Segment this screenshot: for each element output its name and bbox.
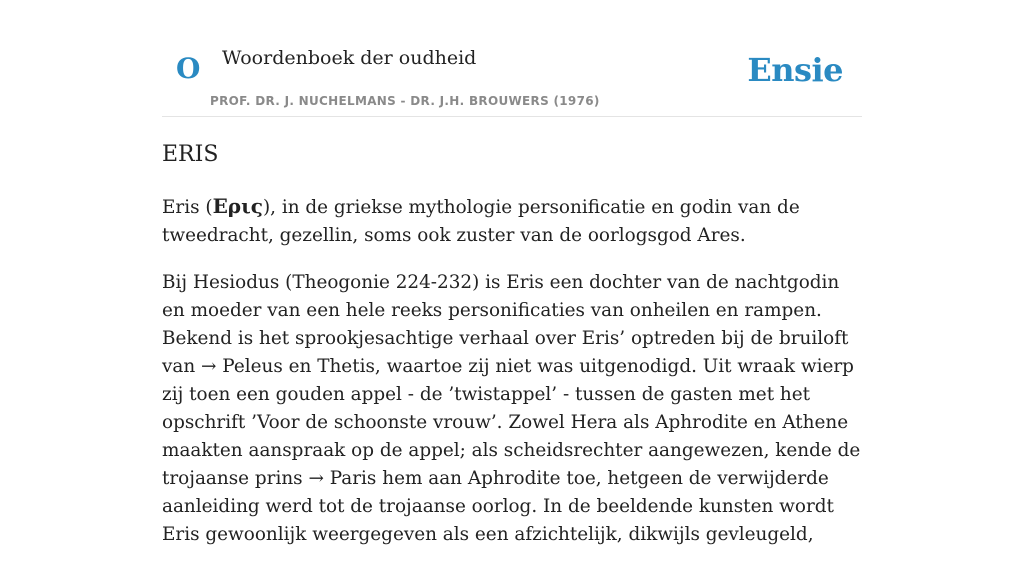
paragraph-main xyxy=(162,269,862,549)
intro-text-start: Eris ( xyxy=(162,197,213,218)
book-authors: PROF. DR. J. NUCHELMANS - DR. J.H. BROUWERS (1976) xyxy=(210,94,600,108)
paragraph-intro xyxy=(162,192,862,250)
book-header xyxy=(162,0,862,117)
ensie-logo-link[interactable]: Ensie xyxy=(747,51,843,89)
book-letter-icon[interactable]: O xyxy=(176,52,201,85)
page xyxy=(162,0,862,545)
book-title-link[interactable]: Woordenboek der oudheid xyxy=(222,47,477,69)
main-text-2: , waartoe zij niet was uitgenodigd. Uit wraak wierp zij toen een gouden appel - de ’twistappel’ - tussen de gasten met het opschrift ’Voor de schoonste vrouw’. Zowel Hera als Aphrodite en Athene maakten aanspraak op de appel; als scheidsrechter aangewezen, kende de trojaanse prins xyxy=(162,356,861,489)
link-peleus-en-thetis[interactable]: → Peleus en Thetis xyxy=(201,356,375,377)
main-text-1: Bij Hesiodus (Theogonie 224-232) is Eris een dochter van de nachtgodin en moeder van een hele reeks personificaties van onheilen en rampen. Bekend is het sprookjesachtige verhaal over Eris’ optreden bij de bruiloft van xyxy=(162,272,849,377)
greek-term: Ερις xyxy=(212,194,263,218)
entry-title: ERIS xyxy=(162,142,219,167)
main-text-3: hem aan Aphrodite toe, hetgeen de verwijderde aanleiding werd tot de trojaanse oorlog. In de beeldende kunsten wordt Eris gewoonlijk weergegeven als een afzichtelijk, dikwijls gevleugeld, xyxy=(162,468,834,545)
intro-text-end: ), in de griekse mythologie personificatie en godin van de tweedracht, gezellin, soms ook zuster van de oorlogsgod Ares. xyxy=(162,197,800,246)
link-paris[interactable]: → Paris xyxy=(308,468,377,489)
